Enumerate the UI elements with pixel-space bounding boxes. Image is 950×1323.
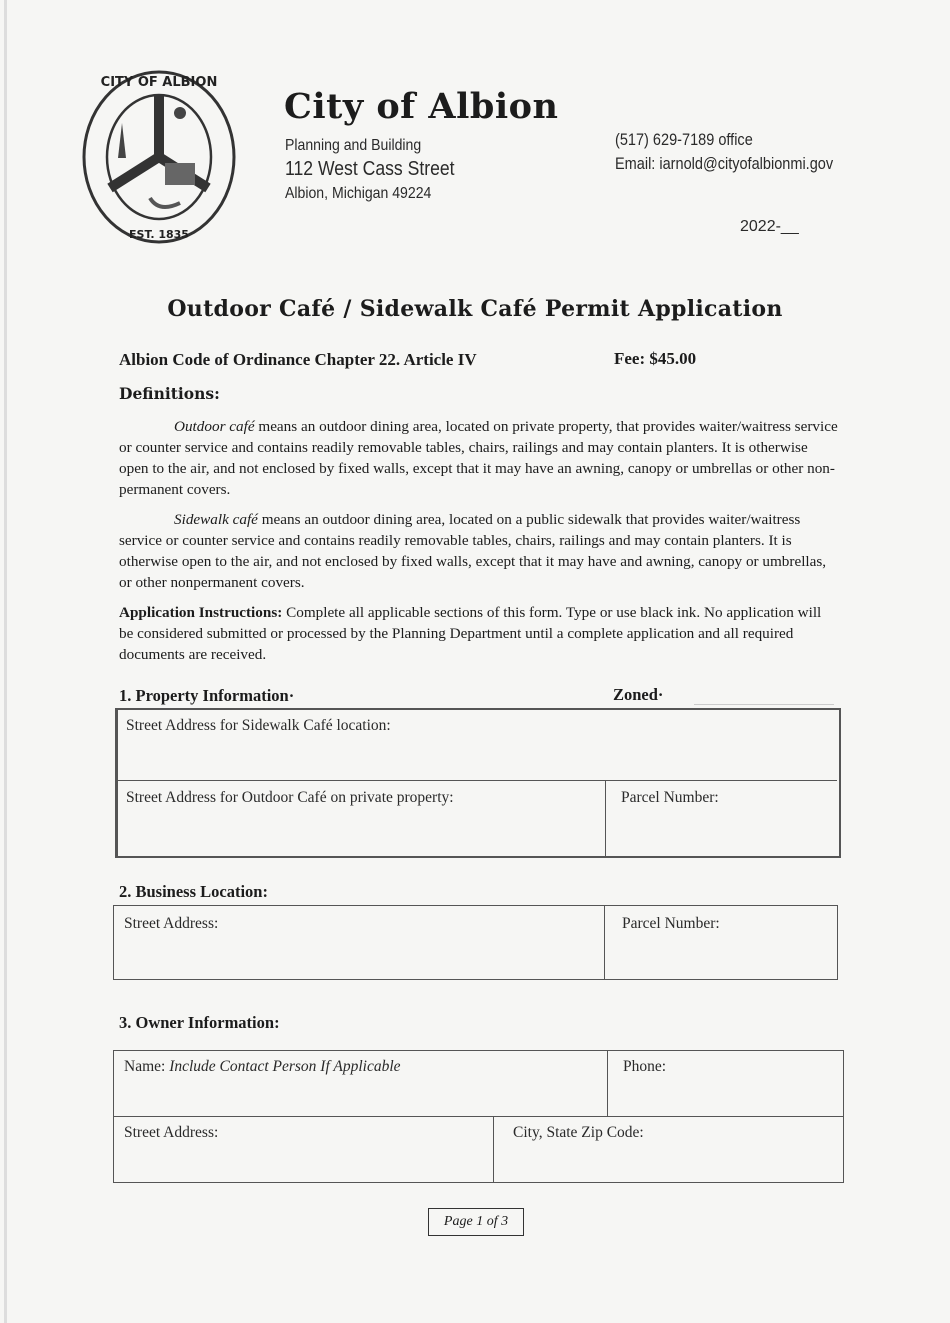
city-title: City of Albion: [284, 86, 559, 127]
contact-info: [615, 129, 833, 177]
sidewalk-address-input[interactable]: [118, 740, 834, 778]
owner-city-input[interactable]: [497, 1148, 839, 1180]
outdoor-cafe-text: means an outdoor dining area, located on private property, that provides waiter/waitress service or counter service and contains readily removable tables, chairs, railings and may contain planters. It is otherwise open to the air, and not enclosed by fixed walls, except that it may have an awning, canopy or umbrellas or other non-permanent covers.: [119, 418, 838, 498]
city-seal: [80, 68, 238, 246]
parcel-number-label: Parcel Number:: [621, 789, 719, 806]
email-text: Email: iarnold@cityofalbionmi.gov: [615, 154, 834, 173]
phone-text: (517) 629-7189 office: [615, 131, 753, 149]
owner-phone-label: Phone:: [623, 1058, 667, 1075]
seal-text: CITY OF ALBION: [100, 75, 218, 90]
outdoor-cafe-definition: [119, 416, 839, 500]
sidewalk-address-label: Street Address for Sidewalk Café location:: [126, 717, 391, 734]
business-street-label: Street Address:: [124, 915, 219, 932]
outdoor-address-label: Street Address for Outdoor Café on private property:: [126, 789, 454, 806]
owner-name-hint: Include Contact Person If Applicable: [169, 1058, 401, 1075]
definitions-heading: Definitions:: [119, 384, 220, 403]
application-instructions: [119, 602, 839, 665]
owner-name-label: [124, 1058, 401, 1076]
owner-name-input[interactable]: [116, 1082, 604, 1114]
outdoor-cafe-term: Outdoor café: [174, 418, 255, 435]
instructions-label: Application Instructions:: [119, 604, 283, 621]
owner-city-label: City, State Zip Code:: [513, 1124, 644, 1141]
seal-year: EST. 1835: [129, 228, 189, 241]
scan-edge: [4, 0, 7, 1323]
section-owner-heading: 3. Owner Information:: [119, 1013, 280, 1032]
sidewalk-cafe-text: means an outdoor dining area, located on a public sidewalk that provides waiter/waitress service or counter service and contains readily removable tables, chairs, railings and may contain planters. It is otherwise open to the air, and not enclosed by fixed walls, except that it may have and awning, canopy or umbrellas, or other nonpermanent covers.: [119, 511, 827, 591]
outdoor-address-input[interactable]: [118, 812, 602, 852]
owner-phone-input[interactable]: [611, 1082, 839, 1114]
permit-number: 2022-__: [740, 218, 799, 235]
street-address: 112 West Cass Street: [285, 158, 455, 181]
business-street-input[interactable]: [116, 938, 600, 976]
business-parcel-label: Parcel Number:: [622, 915, 720, 932]
section-business-heading: 2. Business Location:: [119, 882, 268, 901]
department-name: Planning and Building: [285, 137, 422, 154]
section-property-heading: 1. Property Information·: [119, 686, 295, 705]
instructions-text: Complete all applicable sections of this form. Type or use black ink. No application will be considered submitted or processed by the Planning Department until a complete application and all required documents are received.: [119, 604, 822, 663]
zoned-field[interactable]: [694, 704, 834, 705]
form-title: Outdoor Café / Sidewalk Café Permit Application: [167, 296, 783, 322]
owner-street-input[interactable]: [116, 1148, 490, 1180]
owner-street-label: Street Address:: [124, 1124, 219, 1141]
page-number: Page 1 of 3: [428, 1208, 524, 1236]
owner-name-text: Name:: [124, 1058, 170, 1075]
code-reference: Albion Code of Ordinance Chapter 22. Article IV: [119, 350, 477, 369]
sidewalk-cafe-definition: [119, 509, 839, 593]
office-address: [285, 134, 455, 205]
parcel-number-input[interactable]: [610, 812, 834, 852]
city-state: Albion, Michigan 49224: [285, 185, 432, 203]
sidewalk-cafe-term: Sidewalk café: [174, 511, 258, 528]
business-parcel-input[interactable]: [608, 938, 834, 976]
fee-text: Fee: $45.00: [614, 349, 697, 368]
zoned-label: Zoned·: [613, 685, 664, 704]
